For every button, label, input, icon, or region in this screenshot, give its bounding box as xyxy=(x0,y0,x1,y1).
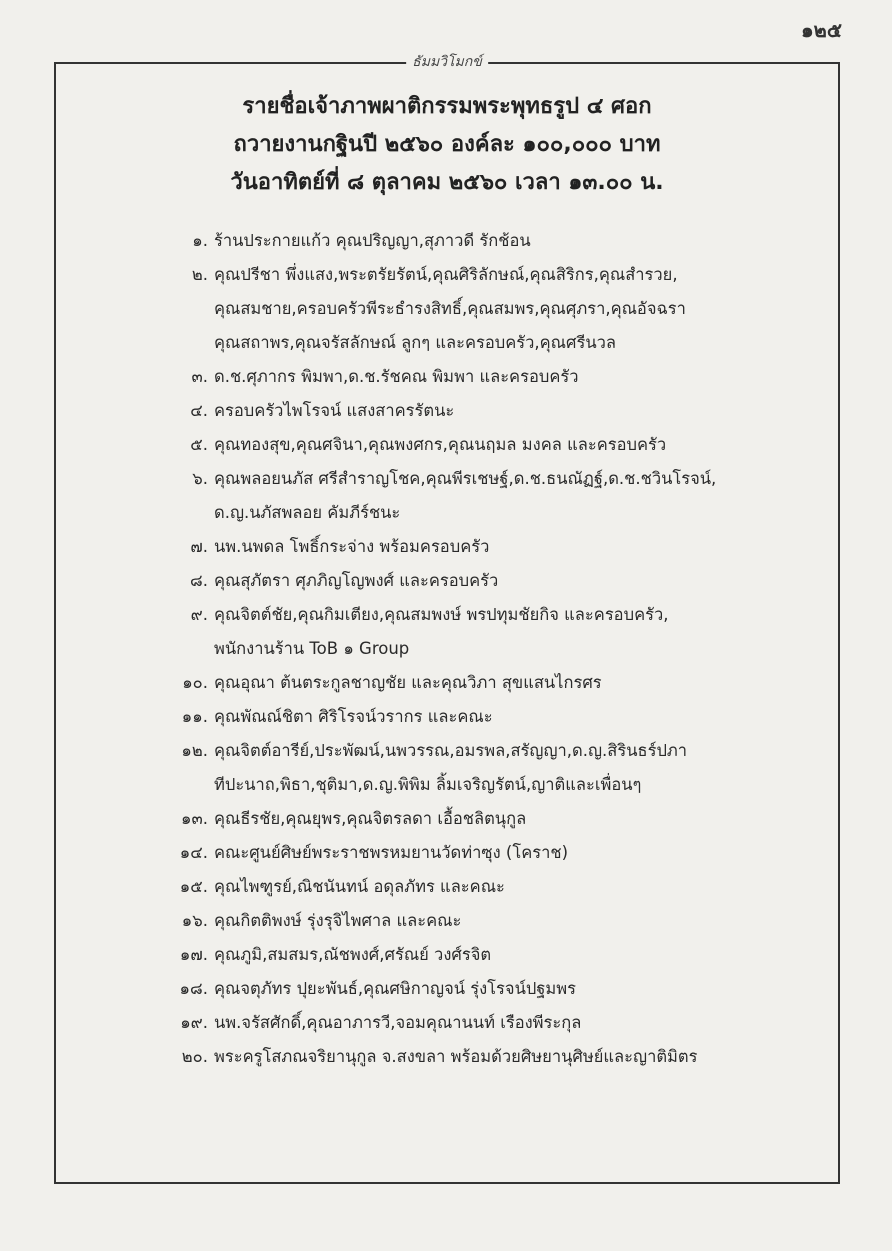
list-item xyxy=(156,462,828,530)
list-item-line: ทีปะนาถ,พิธา,ชุติมา,ด.ญ.พิพิม ลิ้มเจริญรัตน์,ญาติและเพื่อนๆ xyxy=(214,775,642,794)
list-item-line: ด.ญ.นภัสพลอย คัมภีร์ชนะ xyxy=(214,503,401,522)
list-item xyxy=(156,904,828,938)
list-item-text xyxy=(214,462,716,530)
list-item-line: พนักงานร้าน ToB ๑ Group xyxy=(214,639,410,658)
list-item-number: ๓. xyxy=(191,367,208,386)
list-item-text xyxy=(214,802,526,836)
list-item-line: นพ.จรัสศักดิ์,คุณอาภารวี,จอมคุณานนท์ เรืองพีระกุล xyxy=(214,1013,582,1032)
content-frame xyxy=(54,54,840,1184)
list-item xyxy=(156,870,828,904)
list-item xyxy=(156,1040,828,1074)
list-item-number: ๑๑. xyxy=(181,707,208,726)
list-item-number: ๑. xyxy=(192,231,208,250)
list-item xyxy=(156,938,828,972)
list-item xyxy=(156,360,828,394)
list-item-text xyxy=(214,836,568,870)
list-item-number: ๑๗. xyxy=(179,945,208,964)
list-item-number: ๘. xyxy=(190,571,208,590)
list-item-line: คุณทองสุข,คุณศจินา,คุณพงศกร,คุณนฤมล มงคล และครอบครัว xyxy=(214,435,667,454)
list-item-line: พระครูโสภณจริยานุกูล จ.สงขลา พร้อมด้วยศิษยานุศิษย์และญาติมิตร xyxy=(214,1047,698,1066)
list-item-text xyxy=(214,666,602,700)
list-item-line: คุณสุภัตรา ศุภภิญโญพงศ์ และครอบครัว xyxy=(214,571,499,590)
list-item-number: ๑๐. xyxy=(182,673,208,692)
list-item xyxy=(156,428,828,462)
list-item-number: ๑๘. xyxy=(179,979,208,998)
list-item xyxy=(156,836,828,870)
list-item-number: ๙. xyxy=(190,605,208,624)
list-item xyxy=(156,598,828,666)
list-item-text xyxy=(214,870,505,904)
list-item-number: ๑๙. xyxy=(180,1013,208,1032)
list-item-number: ๗. xyxy=(190,537,208,556)
list-item-line: คุณภูมิ,สมสมร,ณัชพงศ์,ศรัณย์ วงศ์รจิต xyxy=(214,945,492,964)
list-item-line: ร้านประกายแก้ว คุณปริญญา,สุภาวดี รักช้อน xyxy=(214,231,531,250)
list-item-text xyxy=(214,530,489,564)
list-item-number: ๑๖. xyxy=(181,911,208,930)
list-item-number: ๔. xyxy=(190,401,208,420)
list-item-text xyxy=(214,1040,698,1074)
list-item xyxy=(156,700,828,734)
list-item-line: ด.ช.ศุภากร พิมพา,ด.ช.รัชคณ พิมพา และครอบครัว xyxy=(214,367,579,386)
list-item-number: ๑๕. xyxy=(179,877,208,896)
list-item-number: ๑๔. xyxy=(179,843,208,862)
list-item-text xyxy=(214,1006,581,1040)
list-item-text xyxy=(214,904,461,938)
list-item-line: คุณไพฑูรย์,ณิชนันทน์ อดุลภัทร และคณะ xyxy=(214,877,505,896)
list-item-text xyxy=(214,700,493,734)
list-item-text xyxy=(214,598,668,666)
list-item-line: คุณพลอยนภัส ศรีสำราญโชค,คุณพีรเชษฐ์,ด.ช.ธนณัฏฐ์,ด.ช.ชวินโรจน์, xyxy=(214,469,717,488)
list-item xyxy=(156,224,828,258)
list-item-line: คณะศูนย์ศิษย์พระราชพรหมยานวัดท่าซุง (โคราช) xyxy=(214,843,569,862)
list-item-line: คุณจตุภัทร ปุยะพันธ์,คุณศษิกาญจน์ รุ่งโรจน์ปฐมพร xyxy=(214,979,577,998)
list-item xyxy=(156,394,828,428)
list-item xyxy=(156,802,828,836)
list-item xyxy=(156,734,828,802)
list-item-number: ๕. xyxy=(190,435,208,454)
list-item-line: ครอบครัวไพโรจน์ แสงสาครรัตนะ xyxy=(214,401,455,420)
list-item-line: คุณจิตต์ชัย,คุณกิมเตียง,คุณสมพงษ์ พรปทุมชัยกิจ และครอบครัว, xyxy=(214,605,669,624)
list-item xyxy=(156,258,828,360)
list-item-line: นพ.นพดล โพธิ์กระจ่าง พร้อมครอบครัว xyxy=(214,537,490,556)
list-item-line: คุณกิตติพงษ์ รุ่งรุจิไพศาล และคณะ xyxy=(214,911,462,930)
list-item-text xyxy=(214,360,579,394)
title-line-2: ถวายงานกฐินปี ๒๕๖๐ องค์ละ ๑๐๐,๐๐๐ บาท xyxy=(233,132,661,157)
list-item-text xyxy=(214,564,498,598)
list-item-text xyxy=(214,224,531,258)
list-item-number: ๑๒. xyxy=(181,741,208,760)
list-item-line: คุณสมชาย,ครอบครัวพีระธำรงสิทธิ์,คุณสมพร,คุณศุภรา,คุณอัจฉรา xyxy=(214,299,686,318)
title-line-3: วันอาทิตย์ที่ ๘ ตุลาคม ๒๕๖๐ เวลา ๑๓.๐๐ น. xyxy=(230,170,664,195)
list-item-number: ๒. xyxy=(191,265,208,284)
title-line-1: รายชื่อเจ้าภาพผาติกรรมพระพุทธรูป ๔ ศอก xyxy=(242,94,652,119)
list-item-number: ๖. xyxy=(192,469,208,488)
list-item-text xyxy=(214,734,687,802)
list-item-text xyxy=(214,394,454,428)
list-item-text xyxy=(214,428,666,462)
list-item xyxy=(156,530,828,564)
list-item-line: คุณพัณณ์ชิตา ศิริโรจน์วรากร และคณะ xyxy=(214,707,493,726)
list-item-text xyxy=(214,972,576,1006)
list-item-line: คุณอุณา ต้นตระกูลชาญชัย และคุณวิภา สุขแสนไกรศร xyxy=(214,673,602,692)
list-item-line: คุณปรีชา พึ่งแสง,พระตรัยรัตน์,คุณศิริลักษณ์,คุณสิริกร,คุณสำรวย, xyxy=(214,265,678,284)
donor-list xyxy=(156,224,828,1074)
running-header: ธัมมวิโมกข์ xyxy=(406,51,488,73)
page-number: ๑๒๕ xyxy=(800,18,842,42)
list-item-number: ๒๐. xyxy=(181,1047,208,1066)
list-item-text xyxy=(214,938,491,972)
list-item-line: คุณธีรชัย,คุณยุพร,คุณจิตรลดา เอื้อชลิตนุกูล xyxy=(214,809,527,828)
list-item xyxy=(156,972,828,1006)
list-item-line: คุณจิตต์อารีย์,ประพัฒน์,นพวรรณ,อมรพล,สรัญญา,ด.ญ.สิรินธร์ปภา xyxy=(214,741,688,760)
list-item-number: ๑๓. xyxy=(181,809,208,828)
list-item xyxy=(156,564,828,598)
list-item-line: คุณสถาพร,คุณจรัสลักษณ์ ลูกๆ และครอบครัว,คุณศรีนวล xyxy=(214,333,616,352)
list-item xyxy=(156,1006,828,1040)
list-item-text xyxy=(214,258,686,360)
list-item xyxy=(156,666,828,700)
title-block xyxy=(56,88,838,202)
